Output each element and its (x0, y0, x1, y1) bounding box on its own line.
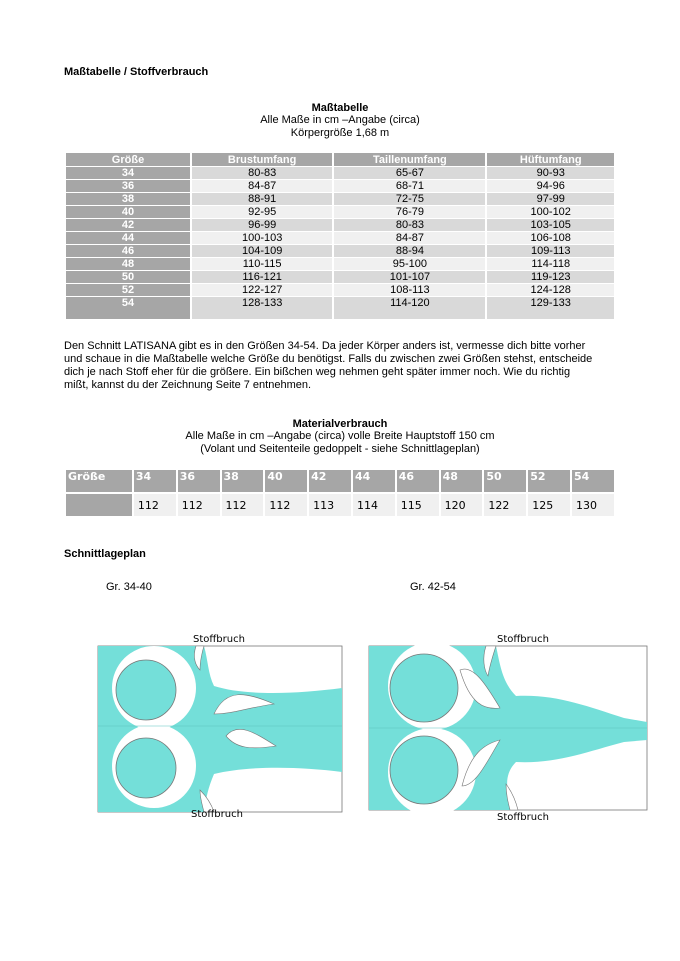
bust-cell: 100-103 (192, 232, 332, 244)
size-cell: 46 (66, 245, 190, 257)
table-row (66, 271, 614, 283)
table-row (66, 206, 614, 218)
header-hip: Hüftumfang (487, 153, 614, 166)
bust-cell: 128-133 (192, 297, 332, 319)
fold-label-bottom: Stoffbruch (497, 812, 549, 823)
material-value-cell: 115 (397, 494, 439, 516)
paragraph-line: mißt, kannst du der Zeichnung Seite 7 entnehmen. (64, 379, 312, 391)
material-value-cell: 112 (134, 494, 176, 516)
material-note: Alle Maße in cm –Angabe (circa) volle Breite Hauptstoff 150 cm (185, 430, 495, 442)
material-header-cell: 42 (309, 470, 351, 492)
material-value-cell: 130 (572, 494, 614, 516)
material-value-cell: 125 (528, 494, 570, 516)
table-row (66, 193, 614, 205)
bust-cell: 104-109 (192, 245, 332, 257)
page-heading: Maßtabelle / Stoffverbrauch (64, 66, 209, 78)
size-cell: 34 (66, 167, 190, 179)
hip-cell: 119-123 (487, 271, 614, 283)
size-cell: 50 (66, 271, 190, 283)
size-table-caption (0, 102, 680, 140)
material-header-cell: 48 (441, 470, 483, 492)
table-row (66, 245, 614, 257)
waist-cell: 108-113 (334, 284, 485, 296)
material-header-cell: 46 (397, 470, 439, 492)
paragraph-line: und schaue in die Maßtabelle welche Größe du benötigst. Falls du zwischen zwei Größen stehst, entscheide (64, 353, 593, 365)
table-row (66, 232, 614, 244)
table-row (66, 180, 614, 192)
material-value-cell: 112 (178, 494, 220, 516)
bust-cell: 110-115 (192, 258, 332, 270)
blank-cell (66, 494, 132, 516)
size-table (64, 152, 616, 320)
material-note-2: (Volant und Seitenteile gedoppelt - siehe Schnittlageplan) (200, 443, 480, 455)
hip-cell: 97-99 (487, 193, 614, 205)
waist-cell: 76-79 (334, 206, 485, 218)
size-cell: 38 (66, 193, 190, 205)
volant-center-top (390, 654, 458, 722)
paragraph-line: dich je nach Stoff eher für die größere. Ein bißchen weg nehmen geht später immer noch. Wie du richtig (64, 366, 571, 378)
waist-cell: 101-107 (334, 271, 485, 283)
bust-cell: 84-87 (192, 180, 332, 192)
material-header-cell: 36 (178, 470, 220, 492)
size-cell: 48 (66, 258, 190, 270)
size-cell: 36 (66, 180, 190, 192)
body-height-note: Körpergröße 1,68 m (290, 127, 390, 139)
layout-plan-large-sizes (366, 630, 650, 826)
material-header-cell: 40 (265, 470, 307, 492)
material-table (64, 468, 616, 518)
volant-center-bottom (116, 738, 176, 798)
waist-cell: 88-94 (334, 245, 485, 257)
table-row (66, 284, 614, 296)
bust-cell: 88-91 (192, 193, 332, 205)
hip-cell: 109-113 (487, 245, 614, 257)
hip-cell: 94-96 (487, 180, 614, 192)
hip-cell: 114-118 (487, 258, 614, 270)
material-header-cell: 44 (353, 470, 395, 492)
material-caption (0, 418, 680, 456)
material-value-cell: 112 (265, 494, 307, 516)
material-header-row (66, 470, 614, 492)
header-bust: Brustumfang (192, 153, 332, 166)
bust-cell: 96-99 (192, 219, 332, 231)
volant-center-bottom (390, 736, 458, 804)
size-cell: 44 (66, 232, 190, 244)
size-cell: 54 (66, 297, 190, 319)
material-value-cell: 120 (441, 494, 483, 516)
size-table-header (66, 153, 614, 166)
table-row (66, 258, 614, 270)
material-header-cell: 50 (484, 470, 526, 492)
material-value-cell: 112 (222, 494, 264, 516)
size-info-paragraph (64, 340, 624, 392)
volant-center-top (116, 660, 176, 720)
waist-cell: 65-67 (334, 167, 485, 179)
paragraph-line: Den Schnitt LATISANA gibt es in den Größen 34-54. Da jeder Körper anders ist, vermesse dich bitte vorher (64, 340, 586, 352)
hip-cell: 103-105 (487, 219, 614, 231)
size-cell: 42 (66, 219, 190, 231)
waist-cell: 80-83 (334, 219, 485, 231)
bust-cell: 80-83 (192, 167, 332, 179)
material-header-cell: 54 (572, 470, 614, 492)
hip-cell: 100-102 (487, 206, 614, 218)
material-header-cell: 34 (134, 470, 176, 492)
waist-cell: 72-75 (334, 193, 485, 205)
material-header-cell: 38 (222, 470, 264, 492)
hip-cell: 106-108 (487, 232, 614, 244)
size-table-title: Maßtabelle (311, 102, 369, 114)
table-row (66, 219, 614, 231)
fold-label-top: Stoffbruch (193, 634, 245, 645)
right-plan-label: Gr. 42-54 (410, 581, 456, 593)
hip-cell: 124-128 (487, 284, 614, 296)
table-row (66, 297, 614, 319)
bust-cell: 116-121 (192, 271, 332, 283)
material-value-cell: 114 (353, 494, 395, 516)
fold-label-top: Stoffbruch (497, 634, 549, 645)
material-header-cell: 52 (528, 470, 570, 492)
waist-cell: 84-87 (334, 232, 485, 244)
size-table-note: Alle Maße in cm –Angabe (circa) (260, 114, 420, 126)
material-header-cell: Größe (66, 470, 132, 492)
header-waist: Taillenumfang (334, 153, 485, 166)
hip-cell: 90-93 (487, 167, 614, 179)
waist-cell: 95-100 (334, 258, 485, 270)
layout-plan-heading: Schnittlageplan (64, 548, 146, 560)
table-row (66, 167, 614, 179)
material-value-cell: 122 (484, 494, 526, 516)
header-size: Größe (66, 153, 190, 166)
fold-label-bottom: Stoffbruch (191, 809, 243, 820)
layout-plan-small-sizes (96, 630, 344, 822)
waist-cell: 68-71 (334, 180, 485, 192)
material-title: Materialverbrauch (292, 418, 388, 430)
size-cell: 40 (66, 206, 190, 218)
bust-cell: 92-95 (192, 206, 332, 218)
material-value-row (66, 494, 614, 516)
hip-cell: 129-133 (487, 297, 614, 319)
material-value-cell: 113 (309, 494, 351, 516)
bust-cell: 122-127 (192, 284, 332, 296)
waist-cell: 114-120 (334, 297, 485, 319)
left-plan-label: Gr. 34-40 (106, 581, 152, 593)
size-cell: 52 (66, 284, 190, 296)
